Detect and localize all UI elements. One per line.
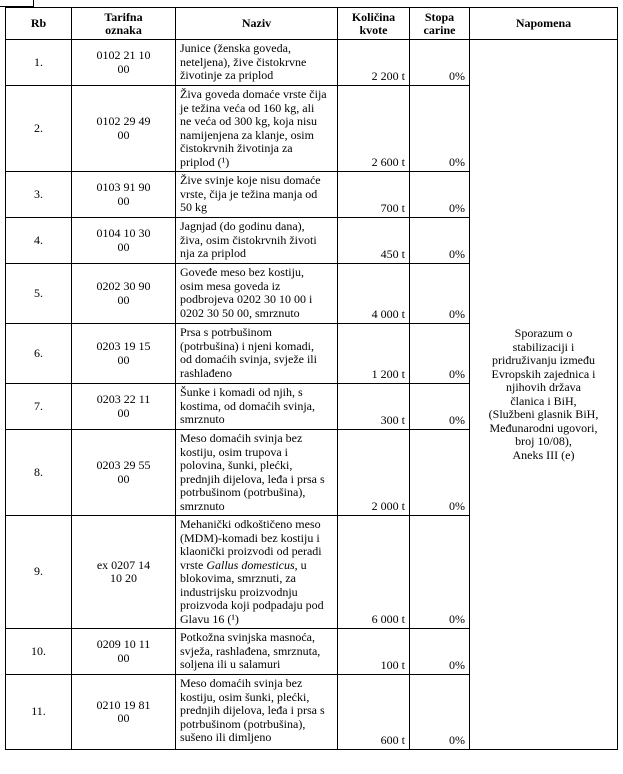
row-number: 8.	[6, 430, 72, 516]
row-number: 2.	[6, 86, 72, 172]
quota-quantity: 300 t	[338, 384, 410, 430]
note-line: Međunarodni ugovori,	[489, 420, 598, 435]
tariff-code: 0102 21 10 00	[72, 40, 176, 86]
tariff-code: 0209 10 11 00	[72, 629, 176, 675]
duty-rate: 0%	[410, 324, 470, 384]
quota-quantity: 1 200 t	[338, 324, 410, 384]
note-line: članica i BiH,	[510, 393, 577, 408]
header-rb: Rb	[6, 8, 72, 40]
product-name: Meso domaćih svinja bez kostiju, osim šunki, plećki, prednjih dijelova, leđa i prsa s potrbušinom (potrbušina), sušeno ili dimljeno	[176, 675, 338, 750]
tariff-code: 0202 30 90 00	[72, 264, 176, 324]
header-name: Naziv	[176, 8, 338, 40]
duty-rate: 0%	[410, 516, 470, 629]
duty-rate: 0%	[410, 675, 470, 750]
product-name: Žive svinje koje nisu domaće vrste, čija je težina manja od 50 kg	[176, 172, 338, 218]
row-number: 11.	[6, 675, 72, 750]
note-cell	[470, 40, 618, 750]
note-line: Evropskih zajednica i	[491, 366, 596, 381]
quota-quantity: 2 000 t	[338, 430, 410, 516]
duty-rate: 0%	[410, 384, 470, 430]
duty-rate: 0%	[410, 86, 470, 172]
product-name: Šunke i komadi od njih, s kostima, od domaćih svinja, smrznuto	[176, 384, 338, 430]
table-row	[6, 40, 618, 86]
duty-rate: 0%	[410, 40, 470, 86]
header-rate: Stopa carine	[410, 8, 470, 40]
duty-rate: 0%	[410, 629, 470, 675]
quota-quantity: 2 600 t	[338, 86, 410, 172]
quota-table	[5, 7, 618, 750]
header-tariff: Tarifna oznaka	[72, 8, 176, 40]
row-number: 5.	[6, 264, 72, 324]
quota-quantity: 450 t	[338, 218, 410, 264]
duty-rate: 0%	[410, 218, 470, 264]
row-number: 4.	[6, 218, 72, 264]
note-line: njihovih država	[506, 380, 581, 394]
product-name: Jagnjad (do godinu dana), živa, osim čistokrvnih životi nja za priplod	[176, 218, 338, 264]
tariff-code: 0203 29 55 00	[72, 430, 176, 516]
tariff-code: 0203 19 15 00	[72, 324, 176, 384]
note-line: Aneks III (e)	[512, 447, 575, 462]
product-name: Prsa s potrbušinom (potrbušina) i njeni komadi, od domaćih svinja, svježe ili rashlađeno	[176, 324, 338, 384]
quota-quantity: 2 200 t	[338, 40, 410, 86]
tariff-code: 0210 19 81 00	[72, 675, 176, 750]
note-line: Sporazum o	[514, 326, 573, 340]
duty-rate: 0%	[410, 172, 470, 218]
header-note: Napomena	[470, 8, 618, 40]
quota-quantity: 700 t	[338, 172, 410, 218]
duty-rate: 0%	[410, 264, 470, 324]
header-row	[6, 8, 618, 40]
note-line: (Službeni glasnik BiH,	[488, 407, 599, 421]
table-body	[6, 40, 618, 750]
tariff-code: 0103 91 90 00	[72, 172, 176, 218]
note-line: stabilizaciji i	[512, 339, 575, 354]
row-number: 10.	[6, 629, 72, 675]
note-line: pridruživanju između	[492, 353, 595, 367]
tariff-code: 0104 10 30 00	[72, 218, 176, 264]
quota-quantity: 100 t	[338, 629, 410, 675]
row-number: 3.	[6, 172, 72, 218]
note-line: broj 10/08),	[515, 434, 572, 448]
row-number: 7.	[6, 384, 72, 430]
tariff-code: 0102 29 49 00	[72, 86, 176, 172]
tariff-code: ex 0207 14 10 20	[72, 516, 176, 629]
row-number: 6.	[6, 324, 72, 384]
product-name: Živa goveda domaće vrste čija je težina veća od 160 kg, ali ne veća od 300 kg, koja nisu namijenjena za klanje, osim čistokrvnih životinja za priplod (¹)	[176, 86, 338, 172]
quota-quantity: 4 000 t	[338, 264, 410, 324]
product-name: Junice (ženska goveda, neteljena), žive čistokrvne životinje za priplod	[176, 40, 338, 86]
tariff-code: 0203 22 11 00	[72, 384, 176, 430]
row-number: 1.	[6, 40, 72, 86]
duty-rate: 0%	[410, 430, 470, 516]
quota-quantity: 600 t	[338, 675, 410, 750]
header-quantity: Količina kvote	[338, 8, 410, 40]
product-name: Mehanički odkoštičeno meso (MDM)-komadi bez kostiju i klaonički proizvodi od peradi vrste Gallus domesticus, u blokovima, smrznuti, za industrijsku proizvodnju proizvoda koji podpadaju pod Glavu 16 (¹)	[176, 516, 338, 629]
product-name: Meso domaćih svinja bez kostiju, osim trupova i polovina, šunki, plećki, prednjih dijelova, leđa i prsa s potrbušinom (potrbušina), smrznuto	[176, 430, 338, 516]
product-name: Goveđe meso bez kostiju, osim mesa goveda iz podbrojeva 0202 30 10 00 i 0202 30 50 00, smrznuto	[176, 264, 338, 324]
row-number: 9.	[6, 516, 72, 629]
quota-quantity: 6 000 t	[338, 516, 410, 629]
product-name: Potkožna svinjska masnoća, svježa, rashlađena, smrznuta, soljena ili u salamuri	[176, 629, 338, 675]
